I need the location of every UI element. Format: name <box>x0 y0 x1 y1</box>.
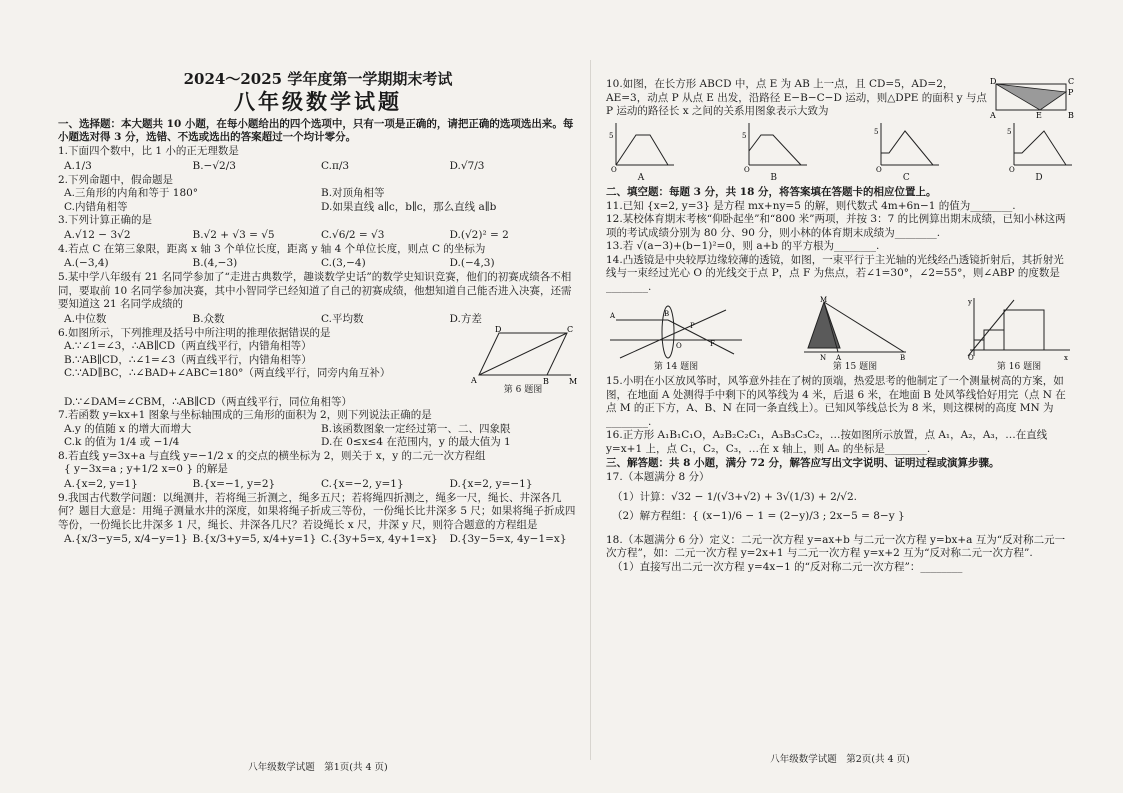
svg-text:5: 5 <box>874 127 879 136</box>
option: B.对顶角相等 <box>321 187 385 199</box>
svg-text:O: O <box>743 165 750 174</box>
svg-text:O: O <box>611 165 617 174</box>
q1-stem: 1.下面四个数中，比 1 小的正无理数是 <box>58 145 239 157</box>
option: A.1/3 <box>64 159 92 172</box>
svg-text:O: O <box>676 342 682 350</box>
q2-options <box>58 187 578 214</box>
option: B.众数 <box>192 312 225 325</box>
q6-option-d: D.∵∠DAM=∠CBM，∴AB∥CD（两直线平行，同位角相等） <box>64 395 352 408</box>
exam-title: 2024～2025 学年度第一学期期末考试 <box>183 70 453 88</box>
option: B.该函数图象一定经过第一、二、四象限 <box>321 422 511 435</box>
right-footer: 八年级数学试题 第2页(共 4 页) <box>770 754 910 765</box>
q18-part1: （1）直接写出二元一次方程 y=4x−1 的“反对称二元一次方程”：________ <box>612 560 963 573</box>
section1-intro: 一、选择题：本大题共 10 小题，在每小题给出的四个选项中，只有一项是正确的，请把正确的选项选出来。每小题选对得 3 分，选错、不选或选出的答案超过一个均计零分。 <box>58 118 574 143</box>
option: A.中位数 <box>64 312 107 325</box>
left-page <box>58 70 578 773</box>
svg-text:D: D <box>990 77 997 86</box>
figures-14-16 <box>606 296 1074 373</box>
q6-figure <box>468 324 578 396</box>
q8-stem: 8.若直线 y=3x+a 与直线 y=−1/2 x 的交点的横坐标为 2，则关于 x，y 的二元一次方程组 <box>58 449 486 462</box>
figure-caption: 第 15 题图 <box>832 362 878 372</box>
graph-label: C <box>902 172 910 183</box>
option: C.(3,−4) <box>321 257 366 269</box>
section2-intro: 二、填空题：每题 3 分，共 18 分，将答案填在答题卡的相应位置上。 <box>606 185 937 198</box>
q3-options <box>58 228 578 243</box>
svg-text:B: B <box>1068 111 1074 120</box>
svg-text:N: N <box>820 354 827 362</box>
q17-part1: （1）计算：√32 − 1/(√3+√2) + 3√(1/3) + 2/√2. <box>612 490 857 503</box>
q9-options <box>58 532 578 547</box>
exam-subject: 八年级数学试题 <box>234 89 402 114</box>
svg-text:A: A <box>836 354 842 362</box>
q16-squares-figure <box>964 296 1074 373</box>
q6-stem: 6.如图所示，下列推理及括号中所注明的推理依据错误的是 <box>58 326 331 339</box>
right-page <box>606 78 1074 773</box>
svg-text:O: O <box>1008 165 1015 174</box>
page-fold <box>590 60 591 760</box>
option: A.(−3,4) <box>64 257 109 269</box>
option: C.{x=−2, y=1} <box>321 477 404 490</box>
figure-caption: 第 14 题图 <box>653 362 699 372</box>
svg-text:5: 5 <box>609 131 614 140</box>
option: A.{x=2, y=1} <box>64 477 138 490</box>
q3-stem: 3.下列计算正确的是 <box>58 214 153 226</box>
q8-system: { y−3x=a ; y+1/2 x=0 } 的解是 <box>64 463 228 475</box>
figure-caption: 第 16 题图 <box>996 362 1042 372</box>
svg-text:B: B <box>543 376 549 386</box>
option: D.{x=2, y=−1} <box>449 477 533 490</box>
svg-text:F: F <box>710 340 715 348</box>
svg-text:C: C <box>567 324 574 334</box>
option: D.√7/3 <box>449 159 485 172</box>
svg-text:A: A <box>610 312 616 320</box>
option: D.在 0≤x≤4 在范围内，y 的最大值为 1 <box>321 436 511 448</box>
q10-graph-d <box>1004 121 1074 184</box>
svg-text:E: E <box>1036 111 1042 120</box>
q4-options <box>58 256 578 271</box>
q6-block <box>58 324 578 396</box>
svg-text:B: B <box>664 310 670 318</box>
option: D.(−4,3) <box>449 257 495 269</box>
graph-label: A <box>637 172 645 183</box>
q6-figure-caption: 第 6 题图 <box>503 384 543 395</box>
svg-text:y: y <box>968 298 972 306</box>
q1-options <box>58 159 578 174</box>
graph-label: B <box>770 172 777 183</box>
q10-graph-c <box>871 121 941 184</box>
svg-text:A: A <box>471 375 477 385</box>
svg-text:B: B <box>900 354 906 362</box>
option: C.{3y+5=x, 4y+1=x} <box>321 533 438 545</box>
svg-text:5: 5 <box>1006 127 1012 136</box>
option: B.(4,−3) <box>192 257 238 269</box>
q16: 16.正方形 A₁B₁C₁O，A₂B₂C₂C₁，A₃B₃C₃C₂，…按如图所示放置，点 A₁，A₂，A₃，…在直线 y=x+1 上，点 C₁，C₂，C₃，…在 x 轴上，则 Aₙ 的坐标是________. <box>606 429 1048 455</box>
q7-stem: 7.若函数 y=kx+1 图象与坐标轴围成的三角形的面积为 2，则下列说法正确的是 <box>58 409 432 421</box>
svg-text:O: O <box>876 165 883 174</box>
q7-options <box>58 423 578 450</box>
q14-lens-figure <box>606 296 746 373</box>
q6-option-a: A.∵∠1=∠3，∴AB∥CD（两直线平行，内错角相等） <box>64 340 312 352</box>
svg-text:O: O <box>968 354 974 362</box>
svg-text:5: 5 <box>741 131 747 140</box>
option: D.{3y−5=x, 4y−1=x} <box>449 533 567 545</box>
svg-text:x: x <box>1064 354 1068 362</box>
option: C.π/3 <box>321 159 350 172</box>
left-footer: 八年级数学试题 第1页(共 4 页) <box>248 762 388 773</box>
q10-rectangle-figure <box>990 78 1074 118</box>
q17-title: 17.（本题满分 8 分） <box>606 471 710 483</box>
q9-stem: 9.我国古代数学问题：以绳测井，若将绳三折测之，绳多五尺；若将绳四折测之，绳多一尺，绳长、井深各几何？题目大意是：用绳子测量水井的深度，如果将绳子折成三等份，一份绳长比井深多 5 尺；如果将绳子折成四等份，一份绳长比井深多 1 尺，绳长、井深各几尺？若设绳长 x 尺，井深 y 尺，则符合题意的方程组是 <box>58 491 576 531</box>
svg-text:M: M <box>569 376 578 386</box>
q2-stem: 2.下列命题中，假命题是 <box>58 173 174 186</box>
option: C.k 的值为 1/4 或 −1/4 <box>64 436 180 448</box>
svg-text:M: M <box>820 296 828 304</box>
q6-option-c: C.∵AD∥BC，∴∠BAD+∠ABC=180°（两直线平行，同旁内角互补） <box>64 367 391 379</box>
option: A.√12 − 3√2 <box>64 228 131 241</box>
svg-text:C: C <box>1068 77 1075 86</box>
svg-text:P: P <box>690 322 695 330</box>
q18-title: 18.（本题满分 6 分）定义：二元一次方程 y=ax+b 与二元一次方程 y=bx+a 互为“反对称二元一次方程”，如：二元一次方程 y=2x+1 与二元一次方程 y=x+2 互为“反对称二元一次方程”. <box>606 533 1066 559</box>
q10-block <box>606 78 1074 119</box>
q8-options <box>58 477 578 492</box>
option: A.{x/3−y=5, x/4−y=1} <box>64 533 188 545</box>
q11: 11.已知 {x=2, y=3} 是方程 mx+ny=5 的解，则代数式 4m+6n−1 的值为________. <box>606 199 1016 212</box>
option: A.y 的值随 x 的增大而增大 <box>64 422 192 435</box>
q15: 15.小明在小区放风筝时，风筝意外挂在了树的顶端，热爱思考的他制定了一个测量树高的方案，如图，在地面 A 处测得手中剩下的风筝线为 4 米，后退 6 米，在地面 B 处风筝线恰好用完（点 N 在点 M 的正下方，A、B、N 在同一条直线上）。已知风筝线总长为 8 米，则这棵树的高度 MN 为________. <box>606 375 1066 428</box>
q4-stem: 4.若点 C 在第三象限，距离 x 轴 3 个单位长度，距离 y 轴 4 个单位长度，则点 C 的坐标为 <box>58 242 486 255</box>
option: D.方差 <box>449 312 482 325</box>
option: B.{x/3+y=5, x/4+y=1} <box>192 533 317 545</box>
option: B.−√2/3 <box>192 159 236 172</box>
option: B.√2 + √3 = √5 <box>192 228 275 241</box>
option: D.如果直线 a∥c，b∥c，那么直线 a∥b <box>321 200 497 213</box>
q6-option-b: B.∵AB∥CD，∴∠1=∠3（两直线平行，内错角相等） <box>64 353 312 366</box>
section3-intro: 三、解答题：共 8 小题，满分 72 分，解答应写出文字说明、证明过程或演算步骤。 <box>606 457 1000 469</box>
option: D.(√2)² = 2 <box>449 228 509 241</box>
q10-graphs <box>606 121 1074 184</box>
q17-part2: （2）解方程组：{ (x−1)/6 − 1 = (2−y)/3 ; 2x−5 = 8−y } <box>612 510 905 522</box>
q14: 14.凸透镜是中央较厚边缘较薄的透镜，如图，一束平行于主光轴的光线经凸透镜折射后，其折射光线与一束经过光心 O 的光线交于点 P，点 F 为焦点，若∠1=30°，∠2=55°，则∠ABP 的度数是________. <box>606 253 1064 293</box>
q13: 13.若 √(a−3)+(b−1)²=0，则 a+b 的平方根为________. <box>606 240 880 252</box>
q15-tree-figure <box>800 296 910 373</box>
option: C.√6/2 = √3 <box>321 228 385 241</box>
svg-text:A: A <box>990 111 996 120</box>
q5-stem: 5.某中学八年级有 21 名同学参加了“走进古典数学，趣谈数学史话”的数学史知识竞赛，他们的初赛成绩各不相同，要取前 10 名同学参加决赛，其中小智同学已经知道了自己的初赛成绩，他想知道自己能否进入决赛，还需要知道这 21 名同学成绩的 <box>58 271 572 310</box>
graph-label: D <box>1035 172 1043 183</box>
option: B.{x=−1, y=2} <box>192 477 276 490</box>
option: A.三角形的内角和等于 180° <box>64 187 199 199</box>
q10-graph-b <box>739 121 809 184</box>
q10-stem: 10.如图，在长方形 ABCD 中，点 E 为 AB 上一点，且 CD=5，AD=2，AE=3，动点 P 从点 E 出发，沿路径 E−B−C−D 运动，则△DPE 的面积 y 与点 P 运动的路径长 x 之间的关系用图象表示大致为 <box>606 78 987 117</box>
svg-text:D: D <box>495 324 502 334</box>
q12: 12.某校体育期末考核“仰卧起坐”和“800 米”两项，并按 3：7 的比例算出期末成绩，已知小林这两项的考试成绩分别为 80 分、90 分，则小林的体育期末成绩为________. <box>606 213 1066 239</box>
q10-graph-a <box>606 121 676 184</box>
option: C.平均数 <box>321 312 364 325</box>
svg-text:P: P <box>1068 88 1074 97</box>
option: C.内错角相等 <box>64 200 128 213</box>
